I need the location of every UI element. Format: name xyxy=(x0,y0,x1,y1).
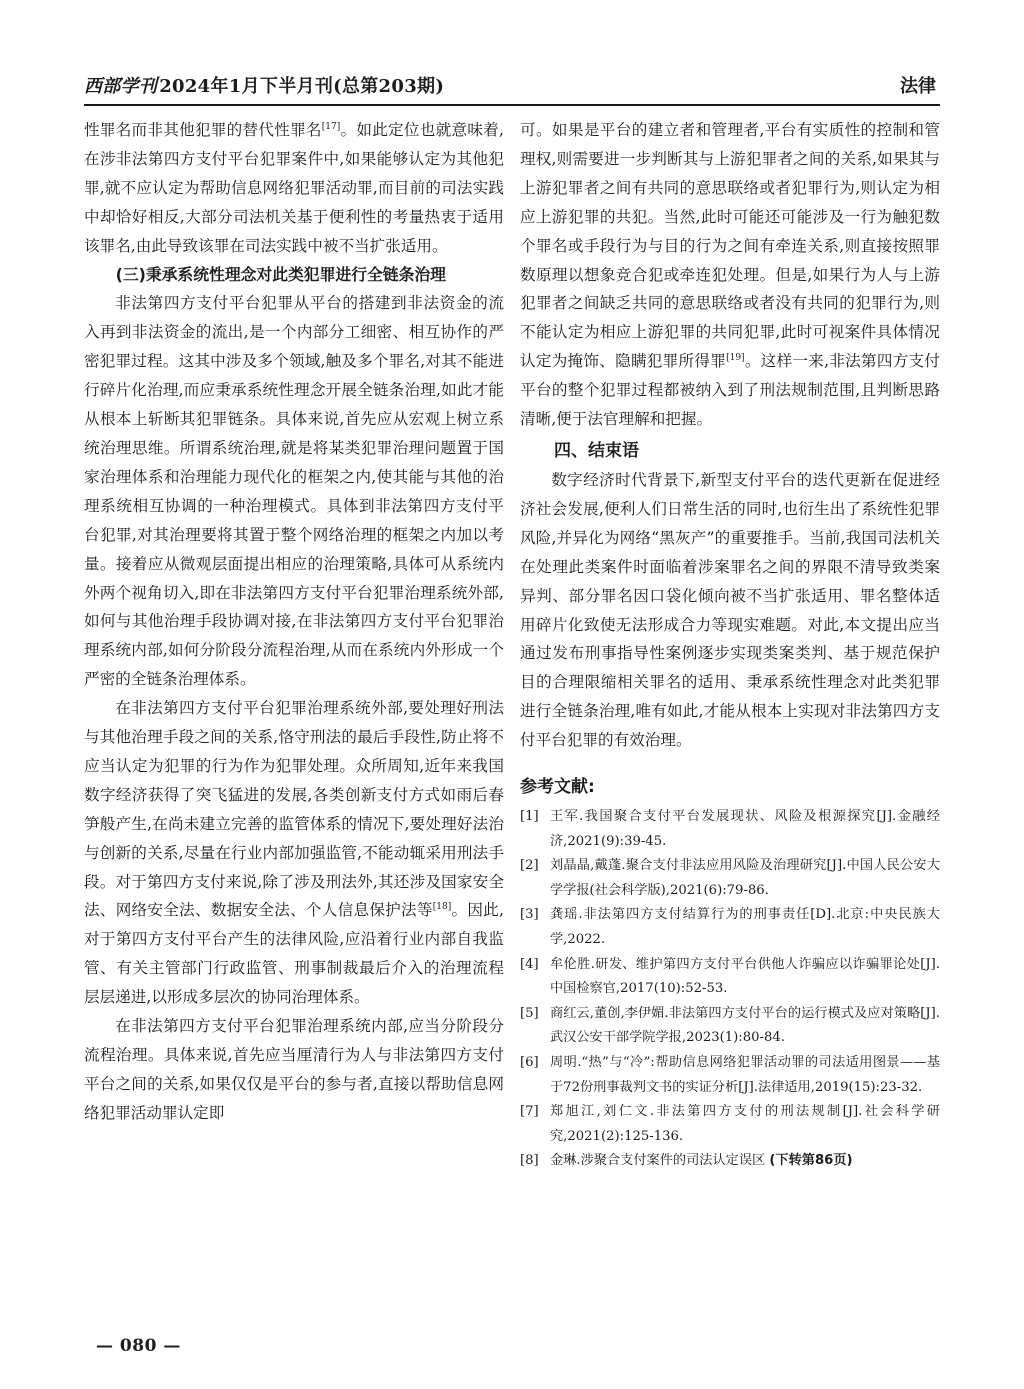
citation: [19] xyxy=(726,353,745,364)
reference-item: [2] 刘晶晶,戴蓬.聚合支付非法应用风险及治理研究[J].中国人民公安大学学报(社会科学版),2021(6):79-86. xyxy=(520,858,940,898)
section-name: 法律 xyxy=(900,76,936,97)
reference-item: [7] 郑旭江,刘仁文.非法第四方支付的刑法规制[J].社会科学研究,2021(2):125-136. xyxy=(520,1104,940,1144)
citation: [18] xyxy=(432,902,452,913)
references-title: 参考文献: xyxy=(520,777,595,798)
journal-masthead xyxy=(84,72,444,98)
page-header xyxy=(84,64,940,106)
paragraph: 在非法第四方支付平台犯罪治理系统外部,要处理好刑法与其他治理手段之间的关系,恪守刑法的最后手段性,防止将不应当认定为犯罪的行为作为犯罪处理。众所周知,近年来我国数字经济获得了突飞猛进的发展,各类创新支付方式如雨后春笋般产生,在尚未建立完善的监管体系的情况下,要处理好法治与创新的关系,尽量在行业内部加强监管,不能动辄采用刑法手段。对于第四方支付来说,除了涉及刑法外,其还涉及国家安全法、网络安全法、数据安全法、个人信息保护法等[18]。因此,对于第四方支付平台产生的法律风险,应沿着行业内部自我监管、有关主管部门行政监管、刑事制裁最后介入的治理流程层层递进,以形成多层次的协同治理体系。 xyxy=(84,699,504,1007)
reference-item: [6] 周明.“热”与“冷”:帮助信息网络犯罪活动罪的司法适用图景——基于72份刑事裁判文书的实证分析[J].法律适用,2019(15):23-32. xyxy=(520,1054,940,1095)
issue-info: 2024年1月下半月刊(总第203期) xyxy=(159,76,445,97)
paragraph: 数字经济时代背景下,新型支付平台的迭代更新在促进经济社会发展,便利人们日常生活的同时,也衍生出了系统性犯罪风险,并异化为网络“黑灰产”的重要推手。当前,我国司法机关在处理此类案件时面临着涉案罪名之间的界限不清导致类案异判、部分罪名因口袋化倾向被不当扩张适用、罪名整体适用碎片化致使无法形成合力等现实难题。对此,本文提出应当通过发布刑事指导性案例逐步实现类案类判、基于规范保护目的合理限缩相关罪名的适用、秉承系统性理念对此类犯罪进行全链条治理,唯有如此,才能从根本上实现对非法第四方支付平台犯罪的有效治理。 xyxy=(520,470,940,750)
citation: [17] xyxy=(321,121,341,132)
paragraph: 可。如果是平台的建立者和管理者,平台有实质性的控制和管理权,则需要进一步判断其与上游犯罪者之间的关系,如果其与上游犯罪者之间有共同的意思联络或者犯罪行为,则认定为相应上游犯罪的共犯。当然,此时可能还可能涉及一行为触犯数个罪名或手段行为与目的行为之间有牵连关系,则直接按照罪数原理以想象竞合犯或牵连犯处理。但是,如果行为人与上游犯罪者之间缺乏共同的意思联络或者没有共同的犯罪行为,则不能认定为相应上游犯罪的共同犯罪,此时可视案件具体情况认定为掩饰、隐瞒犯罪所得罪[19]。这样一来,非法第四方支付平台的整个犯罪过程都被纳入到了刑法规制范围,且判断思路清晰,便于法官理解和把握。 xyxy=(520,121,940,429)
reference-item: [3] 龚瑶.非法第四方支付结算行为的刑事责任[D].北京:中央民族大学,2022. xyxy=(520,907,940,947)
paragraph: 非法第四方支付平台犯罪从平台的搭建到非法资金的流入再到非法资金的流出,是一个内部分工细密、相互协作的严密犯罪过程。这其中涉及多个领域,触及多个罪名,对其不能进行碎片化治理,而应秉承系统性理念开展全链条治理,如此才能从根本上斩断其犯罪链条。具体来说,首先应从宏观上树立系统治理思维。所谓系统治理,就是将某类犯罪治理问题置于国家治理体系和治理能力现代化的框架之内,使其能与其他的治理系统相互协调的一种治理模式。具体到非法第四方支付平台犯罪,对其治理要将其置于整个网络治理的框架之内加以考量。接着应从微观层面提出相应的治理策略,具体可从系统内外两个视角切入,即在非法第四方支付平台犯罪治理系统外部,如何与其他治理手段协调对接,在非法第四方支付平台犯罪治理系统内部,如何分阶段分流程治理,从而在系统内外形成一个严密的全链条治理体系。 xyxy=(84,294,504,689)
reference-list xyxy=(520,805,940,1174)
paragraph: 在非法第四方支付平台犯罪治理系统内部,应当分阶段分流程治理。具体来说,首先应当厘清行为人与非法第四方支付平台之间的关系,如果仅仅是平台的参与者,直接以帮助信息网络犯罪活动罪认定即 xyxy=(84,1017,504,1122)
reference-item: [1] 王军.我国聚合支付平台发展现状、风险及根源探究[J].金融经济,2021(9):39-45. xyxy=(520,809,940,849)
section-heading: (三)秉承系统性理念对此类犯罪进行全链条治理 xyxy=(115,264,446,284)
section-heading: 四、结束语 xyxy=(554,440,639,461)
reference-item: [8] 金琳.涉聚合支付案件的司法认定误区 (下转第86页) xyxy=(520,1153,853,1169)
right-column xyxy=(520,116,940,1174)
journal-logo: 西部学刊 xyxy=(84,76,158,97)
reference-item: [5] 商红云,董创,李伊媚.非法第四方支付平台的运行模式及应对策略[J].武汉公安干部学院学报,2023(1):80-84. xyxy=(520,1005,940,1046)
paragraph: 性罪名而非其他犯罪的替代性罪名[17]。如此定位也就意味着,在涉非法第四方支付平台犯罪案件中,如果能够认定为其他犯罪,就不应认定为帮助信息网络犯罪活动罪,而目前的司法实践中却恰好相反,大部分司法机关基于便利性的考量热衷于适用该罪名,由此导致该罪在司法实践中被不当扩张适用。 xyxy=(84,121,504,255)
page-number: — 080 — xyxy=(96,1336,181,1356)
reference-item: [4] 牟伦胜.研发、维护第四方支付平台供他人诈骗应以诈骗罪论处[J].中国检察官,2017(10):52-53. xyxy=(520,956,940,997)
left-column xyxy=(84,116,504,1128)
continued-note: (下转第86页) xyxy=(769,1153,853,1169)
